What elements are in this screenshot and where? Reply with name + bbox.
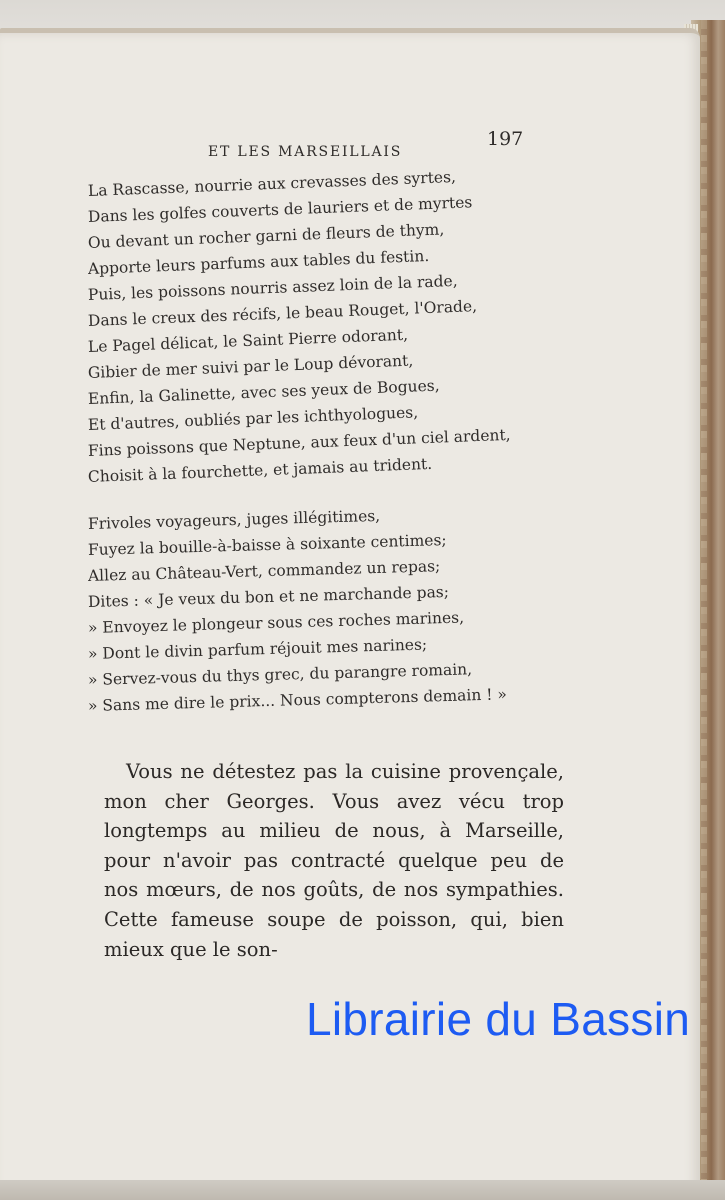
poem-line: » Dont le divin parfum réjouit mes narines; <box>87 635 428 663</box>
poem-line: Fuyez la bouille-à-baisse à soixante centimes; <box>87 530 447 559</box>
poem-line: Allez au Château-Vert, commandez un repas; <box>87 557 441 585</box>
poem-line: Fins poissons que Neptune, aux feux d'un ciel ardent, <box>87 425 511 460</box>
poem-line: Dans les golfes couverts de lauriers et de myrtes <box>87 193 473 226</box>
prose-text: Vous ne détestez pas la cuisine provençale, mon cher Georges. Vous avez vécu trop longtemps au milieu de nous, à Marseille, pour n'avoir pas contracté quelque peu de nos mœurs, de nos goûts, de nos sympathies. Cette fameuse soupe de poisson, qui, bien mieux que le son- <box>104 760 564 961</box>
watermark-text: Librairie du Bassin <box>306 993 691 1045</box>
page-number: 197 <box>487 128 524 150</box>
poem-line: Frivoles voyageurs, juges illégitimes, <box>87 506 381 533</box>
prose-paragraph <box>104 757 564 964</box>
poem-line: » Envoyez le plongeur sous ces roches marines, <box>87 608 465 637</box>
poem-line: Choisit à la fourchette, et jamais au trident. <box>87 454 433 486</box>
poem-line: La Rascasse, nourrie aux crevasses des syrtes, <box>87 167 457 200</box>
poem-line: Le Pagel délicat, le Saint Pierre odorant, <box>87 325 409 356</box>
poem-line: Et d'autres, oubliés par les ichthyologues, <box>87 403 419 434</box>
bottom-edge <box>0 1180 725 1200</box>
poem-line: Ou devant un rocher garni de fleurs de thym, <box>87 220 445 252</box>
poem-line: Gibier de mer suivi par le Loup dévorant, <box>87 351 414 382</box>
running-head: ET LES MARSEILLAIS <box>208 144 403 160</box>
poem-line: Puis, les poissons nourris assez loin de la rade, <box>87 271 458 304</box>
poem-line: » Sans me dire le prix... Nous compterons demain ! » <box>87 685 508 715</box>
poem-line: Apporte leurs parfums aux tables du festin. <box>87 246 430 278</box>
poem-line: Dans le creux des récifs, le beau Rouget, l'Orade, <box>87 297 478 330</box>
poem-line: » Servez-vous du thys grec, du parangre romain, <box>87 660 473 689</box>
poem-line: Dites : « Je veux du bon et ne marchande pas; <box>87 582 450 611</box>
poem-line: Enfin, la Galinette, avec ses yeux de Bogues, <box>87 376 440 408</box>
